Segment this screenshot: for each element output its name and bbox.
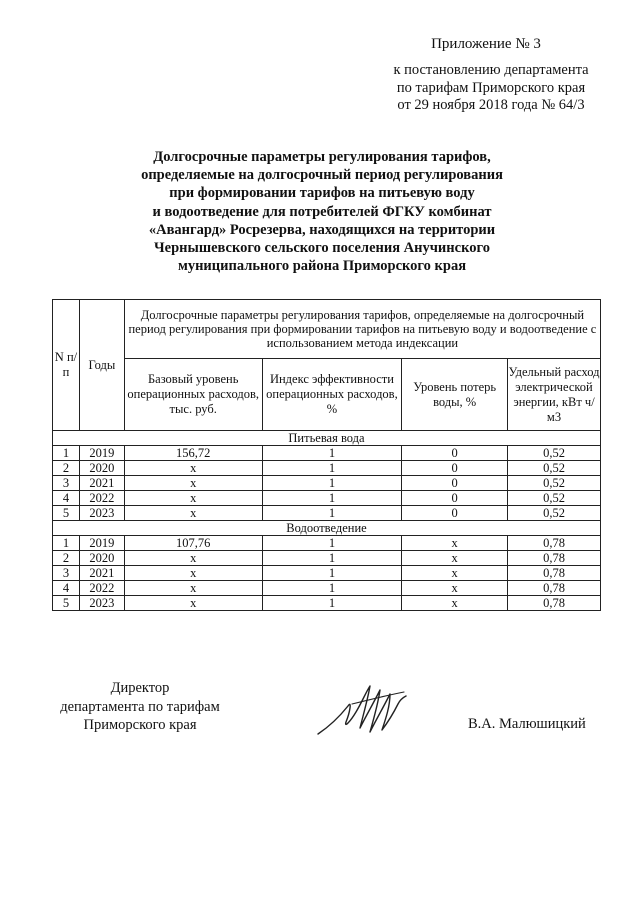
table-cell: 2019 xyxy=(79,446,124,461)
table-cell: х xyxy=(124,581,262,596)
table-cell: 3 xyxy=(53,476,80,491)
table-cell: х xyxy=(124,476,262,491)
table-row xyxy=(53,476,601,491)
table-cell: 2020 xyxy=(79,461,124,476)
reference-line: от 29 ноября 2018 года № 64/3 xyxy=(397,97,585,113)
title-line: муниципального района Приморского края xyxy=(177,258,467,275)
parameters-table xyxy=(52,299,601,611)
appendix-number: Приложение № 3 xyxy=(431,36,541,52)
table-cell: 2023 xyxy=(79,506,124,521)
table-cell: 4 xyxy=(53,581,80,596)
table-row xyxy=(53,536,601,551)
section-row xyxy=(53,431,601,446)
header-water-loss: Уровень потерь воды, % xyxy=(402,359,508,431)
section-row xyxy=(53,521,601,536)
table-cell: 2 xyxy=(53,551,80,566)
signer-title-line: Директор xyxy=(110,680,170,696)
table-cell: х xyxy=(124,506,262,521)
signer-title-line: департамента по тарифам xyxy=(60,698,220,715)
table-cell: 1 xyxy=(262,566,402,581)
table-cell: 1 xyxy=(262,551,402,566)
title-line: Чернышевского сельского поселения Анучинского xyxy=(154,240,490,257)
table-row xyxy=(53,491,601,506)
table-cell: х xyxy=(124,551,262,566)
table-row xyxy=(53,566,601,581)
table-cell: 0,78 xyxy=(508,551,601,566)
table-cell: 2021 xyxy=(79,566,124,581)
table-cell: х xyxy=(402,551,508,566)
table-cell: х xyxy=(124,491,262,506)
document-title xyxy=(112,148,532,275)
table-cell: 0,52 xyxy=(508,461,601,476)
table-cell: 0 xyxy=(402,476,508,491)
signer-title xyxy=(50,679,230,735)
reference-line: по тарифам Приморского края xyxy=(396,79,586,96)
title-line: определяемые на долгосрочный период регулирования xyxy=(141,167,503,184)
table-cell: 0,52 xyxy=(508,506,601,521)
table-cell: 5 xyxy=(53,506,80,521)
table-cell: х xyxy=(402,536,508,551)
title-line: «Авангард» Росрезерва, находящихся на территории xyxy=(148,221,496,238)
header-row-number: N п/п xyxy=(53,300,80,431)
table-cell: 1 xyxy=(262,596,402,611)
table-row xyxy=(53,581,601,596)
table-cell: х xyxy=(402,596,508,611)
table-cell: 1 xyxy=(53,536,80,551)
appendix-reference xyxy=(386,62,596,115)
section-title: Питьевая вода xyxy=(53,431,601,446)
table-cell: 0,52 xyxy=(508,491,601,506)
handwritten-signature xyxy=(312,682,422,738)
table-cell: 2019 xyxy=(79,536,124,551)
table-cell: 0,78 xyxy=(508,581,601,596)
signer-title-line: Приморского края xyxy=(83,717,197,733)
reference-line: к постановлению департамента xyxy=(393,62,589,78)
table-row xyxy=(53,446,601,461)
section-title: Водоотведение xyxy=(53,521,601,536)
table-cell: 1 xyxy=(262,446,402,461)
table-cell: 0,52 xyxy=(508,446,601,461)
table-cell: 4 xyxy=(53,491,80,506)
table-cell: 0,52 xyxy=(508,476,601,491)
table-cell: х xyxy=(124,461,262,476)
table-cell: х xyxy=(402,566,508,581)
table-row xyxy=(53,461,601,476)
table-cell: 2022 xyxy=(79,581,124,596)
table-cell: 0,78 xyxy=(508,566,601,581)
table-cell: 107,76 xyxy=(124,536,262,551)
title-line: Долгосрочные параметры регулирования тарифов, xyxy=(153,149,491,165)
table-cell: х xyxy=(124,596,262,611)
table-cell: 1 xyxy=(262,491,402,506)
table-cell: 0 xyxy=(402,506,508,521)
table-cell: 2022 xyxy=(79,491,124,506)
table-cell: 0,78 xyxy=(508,536,601,551)
table-row xyxy=(53,506,601,521)
table-cell: 0 xyxy=(402,446,508,461)
table-cell: 1 xyxy=(262,476,402,491)
title-line: при формировании тарифов на питьевую воду xyxy=(169,185,475,202)
table-body xyxy=(53,431,601,611)
header-efficiency-index: Индекс эффективности операционных расходов, % xyxy=(262,359,402,431)
header-energy-use: Удельный расход электрической энергии, кВт ч/м3 xyxy=(508,359,601,431)
table-cell: 2021 xyxy=(79,476,124,491)
table-cell: 5 xyxy=(53,596,80,611)
table-cell: 1 xyxy=(53,446,80,461)
table-cell: 1 xyxy=(262,581,402,596)
table-cell: 0,78 xyxy=(508,596,601,611)
header-years: Годы xyxy=(79,300,124,431)
table-row xyxy=(53,596,601,611)
table-cell: 2 xyxy=(53,461,80,476)
table-cell: 3 xyxy=(53,566,80,581)
table-cell: 1 xyxy=(262,461,402,476)
table-row xyxy=(53,551,601,566)
signer-name: В.А. Малюшицкий xyxy=(468,716,586,732)
title-line: и водоотведение для потребителей ФГКУ комбинат xyxy=(152,203,492,220)
table-cell: 1 xyxy=(262,506,402,521)
table-cell: х xyxy=(402,581,508,596)
table-cell: 2023 xyxy=(79,596,124,611)
table-cell: 156,72 xyxy=(124,446,262,461)
header-main-parameters: Долгосрочные параметры регулирования тарифов, определяемые на долгосрочный период регулирования при формировании тарифов на питьевую воду и водоотведение с использованием метода индексации xyxy=(124,300,600,359)
table-cell: х xyxy=(124,566,262,581)
table-cell: 0 xyxy=(402,461,508,476)
header-base-opex: Базовый уровень операционных расходов, тыс. руб. xyxy=(124,359,262,431)
table-cell: 2020 xyxy=(79,551,124,566)
table-cell: 1 xyxy=(262,536,402,551)
table-cell: 0 xyxy=(402,491,508,506)
